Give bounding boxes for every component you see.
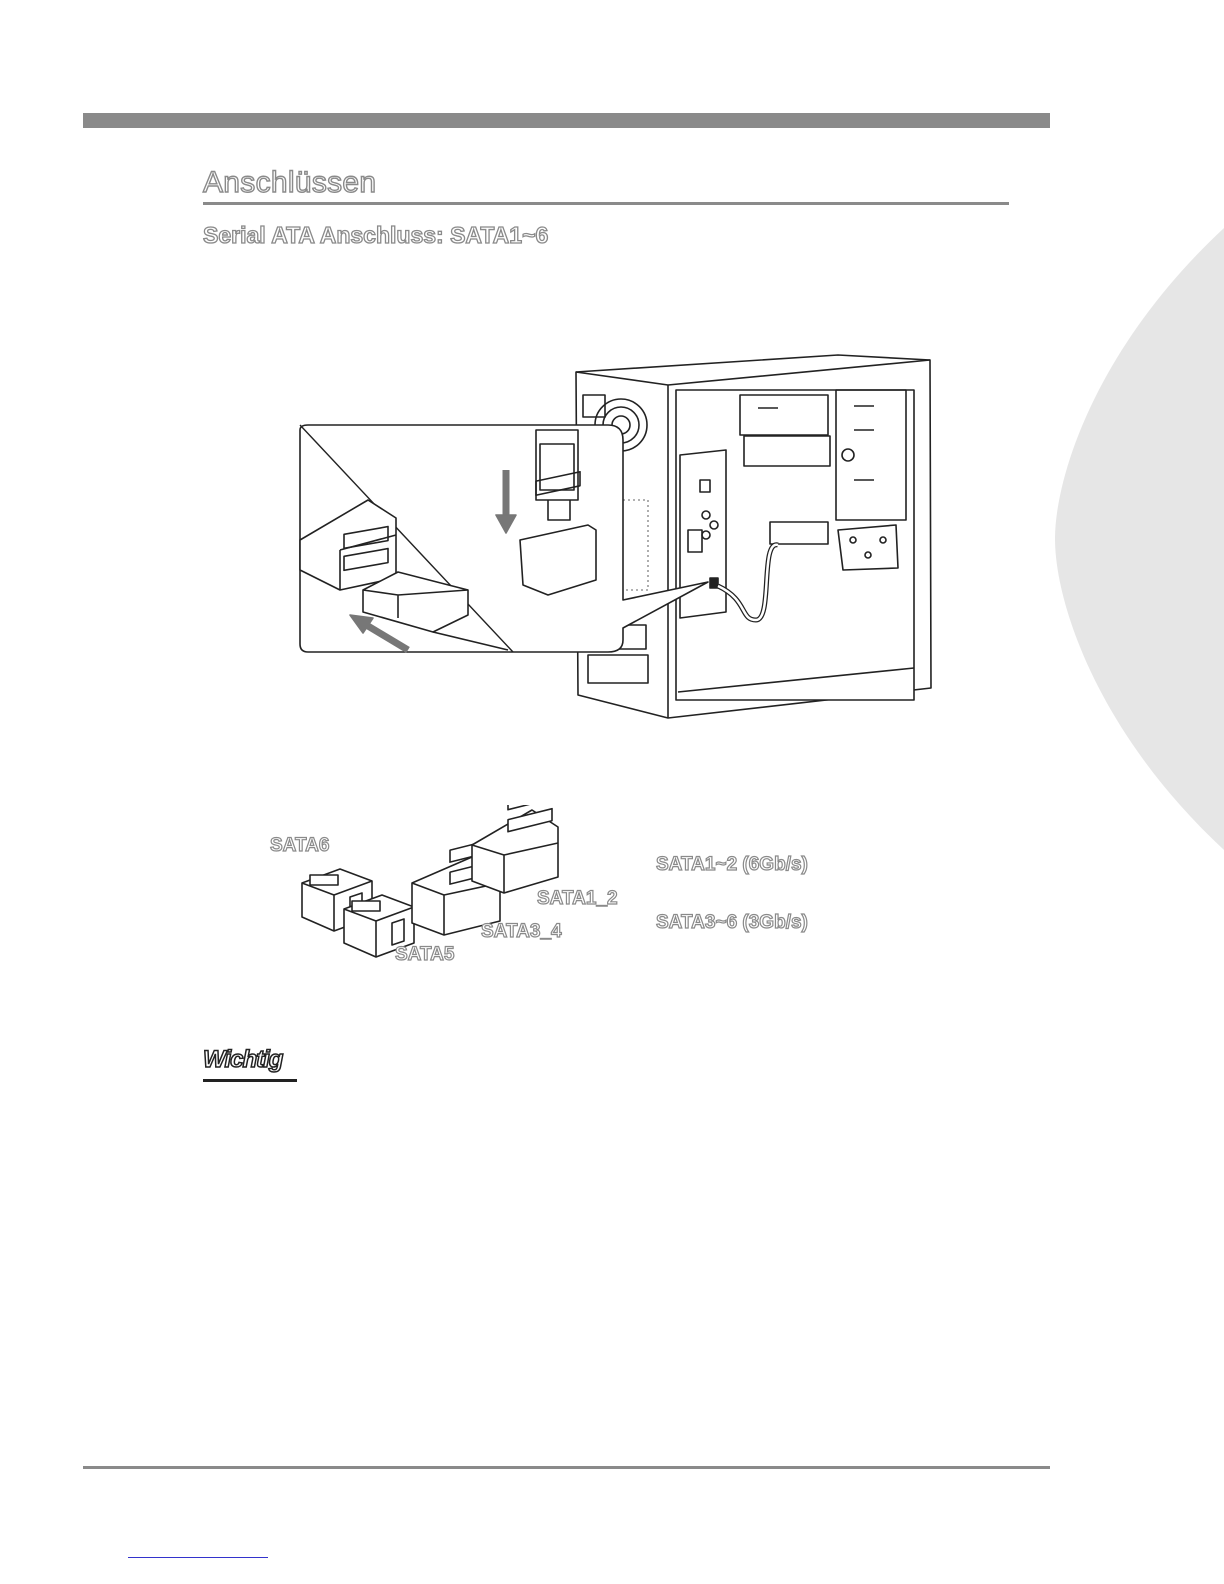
sata1-2-label: SATA1_2: [537, 888, 618, 909]
sata3-4-label: SATA3_4: [481, 921, 562, 942]
important-underline: [203, 1079, 297, 1082]
sata1-2-port: [472, 805, 558, 893]
footer-rule: [83, 1466, 1050, 1469]
section-title-underline: [203, 202, 1009, 205]
chapter-side-tab: [1055, 228, 1224, 850]
sata6-label: SATA6: [270, 835, 330, 856]
header-bar: [83, 113, 1050, 128]
sata-connector-diagram: [262, 805, 682, 975]
sata-installation-illustration: [278, 350, 938, 722]
important-heading: Wichtig: [203, 1046, 283, 1073]
legend-sata1-2-speed: SATA1~2 (6Gb/s): [656, 854, 808, 875]
footer-link-underline[interactable]: [128, 1557, 268, 1558]
pc-case-drawing: [576, 355, 931, 718]
legend-sata3-6-speed: SATA3~6 (3Gb/s): [656, 912, 808, 933]
subsection-title: Serial ATA Anschluss: SATA1~6: [203, 222, 549, 248]
section-title: Anschlüssen: [203, 166, 377, 199]
sata5-label: SATA5: [395, 944, 455, 965]
